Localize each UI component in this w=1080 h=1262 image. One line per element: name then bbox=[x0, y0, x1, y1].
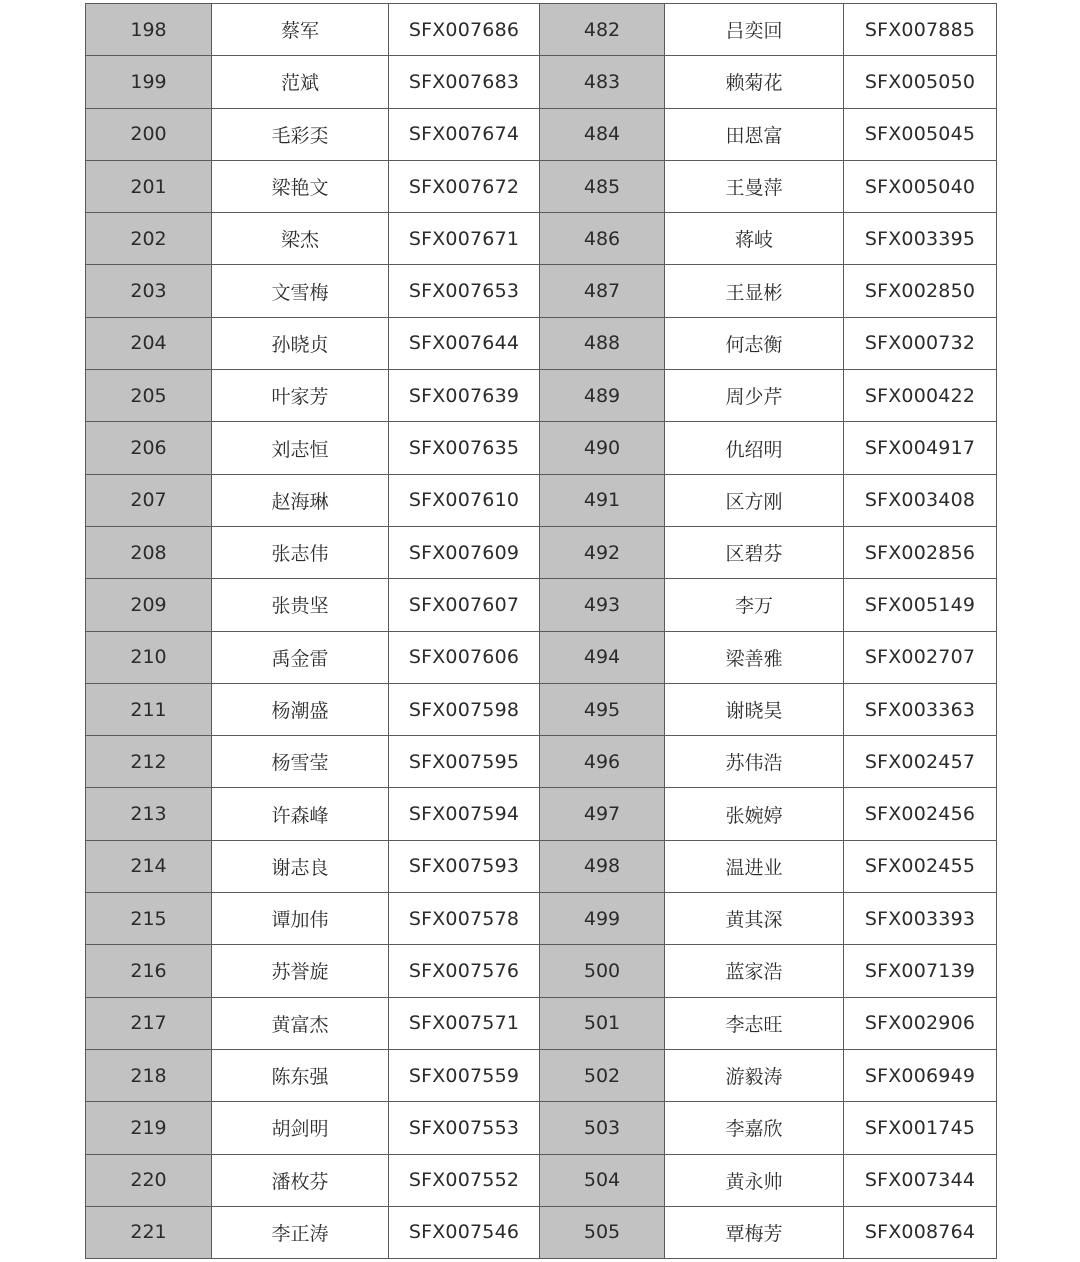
member-id-right: SFX002456 bbox=[844, 788, 997, 840]
table-row bbox=[86, 4, 997, 56]
member-id-left: SFX007553 bbox=[389, 1102, 540, 1154]
member-id-left: SFX007594 bbox=[389, 788, 540, 840]
table-row bbox=[86, 160, 997, 212]
table-row bbox=[86, 945, 997, 997]
member-id-right: SFX004917 bbox=[844, 422, 997, 474]
person-name-right: 温进业 bbox=[665, 840, 844, 892]
table-row bbox=[86, 370, 997, 422]
row-number-right: 493 bbox=[540, 579, 665, 631]
person-name-right: 张婉婷 bbox=[665, 788, 844, 840]
member-id-left: SFX007607 bbox=[389, 579, 540, 631]
row-number-right: 500 bbox=[540, 945, 665, 997]
row-number-right: 483 bbox=[540, 56, 665, 108]
row-number-right: 495 bbox=[540, 683, 665, 735]
row-number-right: 505 bbox=[540, 1206, 665, 1258]
member-id-right: SFX005045 bbox=[844, 108, 997, 160]
member-id-left: SFX007559 bbox=[389, 1049, 540, 1101]
person-name-right: 覃梅芳 bbox=[665, 1206, 844, 1258]
person-name-left: 赵海琳 bbox=[212, 474, 389, 526]
member-id-left: SFX007598 bbox=[389, 683, 540, 735]
person-name-right: 王显彬 bbox=[665, 265, 844, 317]
row-number-right: 489 bbox=[540, 370, 665, 422]
row-number-right: 501 bbox=[540, 997, 665, 1049]
person-name-right: 区方刚 bbox=[665, 474, 844, 526]
person-name-right: 李志旺 bbox=[665, 997, 844, 1049]
member-id-left: SFX007671 bbox=[389, 213, 540, 265]
row-number-left: 203 bbox=[86, 265, 212, 317]
person-name-right: 黄其深 bbox=[665, 893, 844, 945]
person-name-left: 文雪梅 bbox=[212, 265, 389, 317]
person-name-left: 杨雪莹 bbox=[212, 736, 389, 788]
person-name-left: 范斌 bbox=[212, 56, 389, 108]
person-name-left: 毛彩奀 bbox=[212, 108, 389, 160]
member-id-left: SFX007606 bbox=[389, 631, 540, 683]
row-number-right: 498 bbox=[540, 840, 665, 892]
member-id-right: SFX003395 bbox=[844, 213, 997, 265]
person-name-left: 蔡军 bbox=[212, 4, 389, 56]
member-id-right: SFX000732 bbox=[844, 317, 997, 369]
person-name-left: 张贵坚 bbox=[212, 579, 389, 631]
row-number-left: 198 bbox=[86, 4, 212, 56]
member-id-left: SFX007571 bbox=[389, 997, 540, 1049]
person-name-right: 苏伟浩 bbox=[665, 736, 844, 788]
table-row bbox=[86, 683, 997, 735]
member-id-right: SFX007885 bbox=[844, 4, 997, 56]
row-number-right: 484 bbox=[540, 108, 665, 160]
row-number-left: 219 bbox=[86, 1102, 212, 1154]
member-id-right: SFX002850 bbox=[844, 265, 997, 317]
roster-body bbox=[86, 4, 997, 1259]
table-row bbox=[86, 893, 997, 945]
person-name-left: 李正涛 bbox=[212, 1206, 389, 1258]
row-number-left: 212 bbox=[86, 736, 212, 788]
member-id-left: SFX007546 bbox=[389, 1206, 540, 1258]
table-row bbox=[86, 265, 997, 317]
row-number-right: 492 bbox=[540, 526, 665, 578]
row-number-left: 199 bbox=[86, 56, 212, 108]
person-name-left: 潘枚芬 bbox=[212, 1154, 389, 1206]
member-id-left: SFX007609 bbox=[389, 526, 540, 578]
row-number-left: 211 bbox=[86, 683, 212, 735]
member-id-right: SFX003363 bbox=[844, 683, 997, 735]
table-row bbox=[86, 526, 997, 578]
member-id-right: SFX005040 bbox=[844, 160, 997, 212]
person-name-left: 黄富杰 bbox=[212, 997, 389, 1049]
person-name-right: 吕奕回 bbox=[665, 4, 844, 56]
row-number-left: 221 bbox=[86, 1206, 212, 1258]
member-id-right: SFX002707 bbox=[844, 631, 997, 683]
row-number-right: 487 bbox=[540, 265, 665, 317]
row-number-left: 216 bbox=[86, 945, 212, 997]
member-id-left: SFX007653 bbox=[389, 265, 540, 317]
row-number-left: 214 bbox=[86, 840, 212, 892]
table-row bbox=[86, 1154, 997, 1206]
person-name-left: 陈东强 bbox=[212, 1049, 389, 1101]
member-id-right: SFX002457 bbox=[844, 736, 997, 788]
row-number-right: 494 bbox=[540, 631, 665, 683]
row-number-right: 490 bbox=[540, 422, 665, 474]
member-id-left: SFX007578 bbox=[389, 893, 540, 945]
row-number-left: 215 bbox=[86, 893, 212, 945]
person-name-right: 蒋岐 bbox=[665, 213, 844, 265]
person-name-left: 杨潮盛 bbox=[212, 683, 389, 735]
row-number-left: 202 bbox=[86, 213, 212, 265]
person-name-left: 叶家芳 bbox=[212, 370, 389, 422]
person-name-right: 周少芹 bbox=[665, 370, 844, 422]
member-id-left: SFX007644 bbox=[389, 317, 540, 369]
member-id-left: SFX007674 bbox=[389, 108, 540, 160]
person-name-right: 区碧芬 bbox=[665, 526, 844, 578]
person-name-left: 梁杰 bbox=[212, 213, 389, 265]
row-number-right: 497 bbox=[540, 788, 665, 840]
person-name-right: 游毅涛 bbox=[665, 1049, 844, 1101]
row-number-right: 503 bbox=[540, 1102, 665, 1154]
member-id-left: SFX007635 bbox=[389, 422, 540, 474]
person-name-right: 李万 bbox=[665, 579, 844, 631]
row-number-left: 200 bbox=[86, 108, 212, 160]
table-row bbox=[86, 56, 997, 108]
table-row bbox=[86, 579, 997, 631]
member-id-right: SFX005149 bbox=[844, 579, 997, 631]
table-row bbox=[86, 108, 997, 160]
member-id-right: SFX000422 bbox=[844, 370, 997, 422]
person-name-right: 仇绍明 bbox=[665, 422, 844, 474]
row-number-left: 213 bbox=[86, 788, 212, 840]
table-row bbox=[86, 422, 997, 474]
person-name-left: 禹金雷 bbox=[212, 631, 389, 683]
member-id-left: SFX007683 bbox=[389, 56, 540, 108]
member-id-right: SFX002906 bbox=[844, 997, 997, 1049]
row-number-left: 207 bbox=[86, 474, 212, 526]
table-row bbox=[86, 1206, 997, 1258]
person-name-left: 谢志良 bbox=[212, 840, 389, 892]
table-row bbox=[86, 736, 997, 788]
member-id-left: SFX007576 bbox=[389, 945, 540, 997]
row-number-right: 499 bbox=[540, 893, 665, 945]
roster-table bbox=[85, 3, 997, 1259]
row-number-right: 488 bbox=[540, 317, 665, 369]
member-id-left: SFX007686 bbox=[389, 4, 540, 56]
row-number-left: 210 bbox=[86, 631, 212, 683]
person-name-right: 李嘉欣 bbox=[665, 1102, 844, 1154]
row-number-left: 208 bbox=[86, 526, 212, 578]
row-number-left: 204 bbox=[86, 317, 212, 369]
table-row bbox=[86, 997, 997, 1049]
table-row bbox=[86, 788, 997, 840]
member-id-right: SFX007139 bbox=[844, 945, 997, 997]
member-id-right: SFX008764 bbox=[844, 1206, 997, 1258]
row-number-left: 218 bbox=[86, 1049, 212, 1101]
table-row bbox=[86, 840, 997, 892]
row-number-right: 482 bbox=[540, 4, 665, 56]
person-name-right: 赖菊花 bbox=[665, 56, 844, 108]
member-id-right: SFX002455 bbox=[844, 840, 997, 892]
table-row bbox=[86, 317, 997, 369]
row-number-left: 217 bbox=[86, 997, 212, 1049]
member-id-right: SFX003393 bbox=[844, 893, 997, 945]
person-name-right: 王曼萍 bbox=[665, 160, 844, 212]
person-name-right: 黄永帅 bbox=[665, 1154, 844, 1206]
member-id-right: SFX006949 bbox=[844, 1049, 997, 1101]
person-name-left: 谭加伟 bbox=[212, 893, 389, 945]
table-row bbox=[86, 474, 997, 526]
table-row bbox=[86, 1049, 997, 1101]
member-id-left: SFX007593 bbox=[389, 840, 540, 892]
row-number-left: 220 bbox=[86, 1154, 212, 1206]
person-name-left: 梁艳文 bbox=[212, 160, 389, 212]
member-id-left: SFX007672 bbox=[389, 160, 540, 212]
member-id-left: SFX007595 bbox=[389, 736, 540, 788]
person-name-right: 谢晓昊 bbox=[665, 683, 844, 735]
table-row bbox=[86, 213, 997, 265]
table-row bbox=[86, 1102, 997, 1154]
person-name-left: 张志伟 bbox=[212, 526, 389, 578]
person-name-left: 刘志恒 bbox=[212, 422, 389, 474]
row-number-left: 205 bbox=[86, 370, 212, 422]
person-name-right: 蓝家浩 bbox=[665, 945, 844, 997]
person-name-left: 苏誉旋 bbox=[212, 945, 389, 997]
row-number-left: 209 bbox=[86, 579, 212, 631]
row-number-right: 496 bbox=[540, 736, 665, 788]
row-number-right: 485 bbox=[540, 160, 665, 212]
row-number-left: 206 bbox=[86, 422, 212, 474]
row-number-left: 201 bbox=[86, 160, 212, 212]
member-id-right: SFX001745 bbox=[844, 1102, 997, 1154]
member-id-left: SFX007610 bbox=[389, 474, 540, 526]
member-id-left: SFX007552 bbox=[389, 1154, 540, 1206]
row-number-right: 486 bbox=[540, 213, 665, 265]
person-name-left: 孙晓贞 bbox=[212, 317, 389, 369]
row-number-right: 491 bbox=[540, 474, 665, 526]
table-row bbox=[86, 631, 997, 683]
member-id-left: SFX007639 bbox=[389, 370, 540, 422]
person-name-left: 许森峰 bbox=[212, 788, 389, 840]
member-id-right: SFX003408 bbox=[844, 474, 997, 526]
person-name-right: 梁善雅 bbox=[665, 631, 844, 683]
row-number-right: 504 bbox=[540, 1154, 665, 1206]
person-name-left: 胡剑明 bbox=[212, 1102, 389, 1154]
person-name-right: 田恩富 bbox=[665, 108, 844, 160]
member-id-right: SFX007344 bbox=[844, 1154, 997, 1206]
member-id-right: SFX005050 bbox=[844, 56, 997, 108]
person-name-right: 何志衡 bbox=[665, 317, 844, 369]
member-id-right: SFX002856 bbox=[844, 526, 997, 578]
row-number-right: 502 bbox=[540, 1049, 665, 1101]
